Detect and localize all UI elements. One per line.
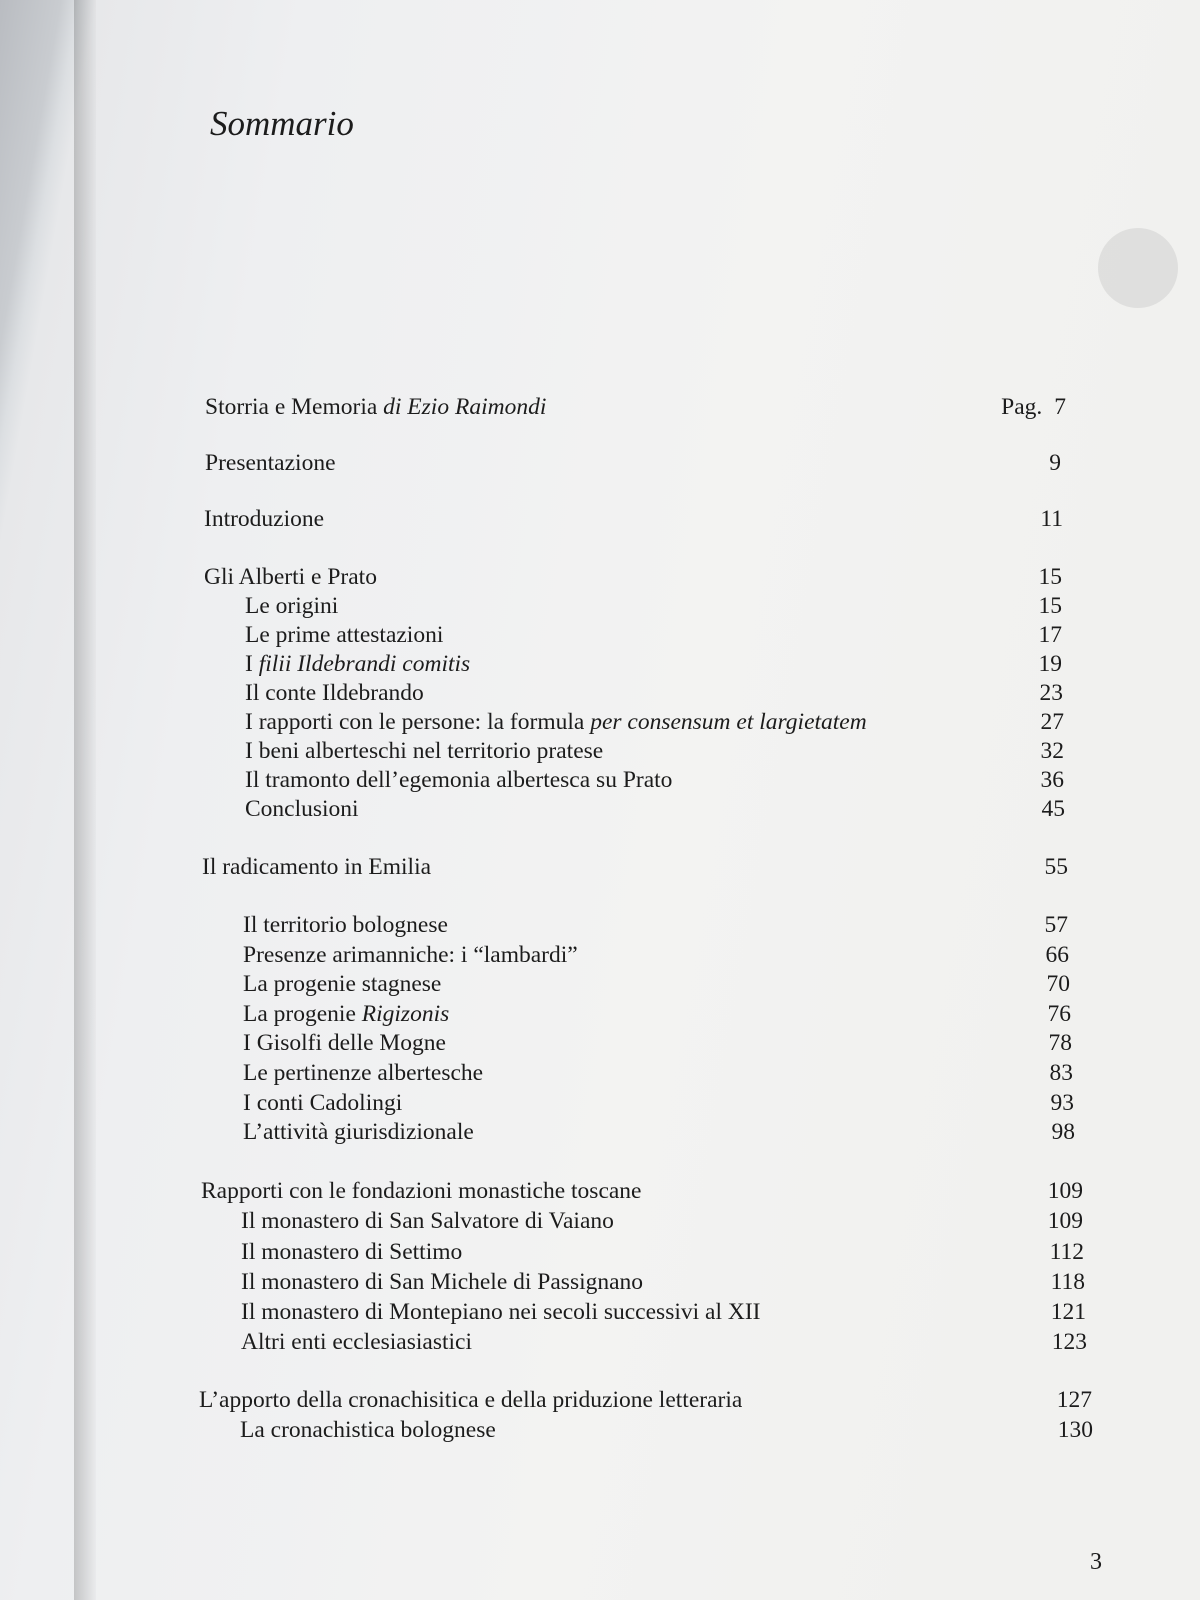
toc-entry-text: Rapporti con le fondazioni monastiche toscane — [201, 1178, 642, 1204]
toc-page-number: 32 — [1040, 738, 1064, 764]
toc-chapter-row — [199, 1385, 1092, 1415]
page-number: 3 — [1090, 1549, 1102, 1575]
toc-entry-page — [1040, 504, 1063, 534]
toc-entry-title — [241, 1297, 760, 1327]
toc-entry-text: Il radicamento in Emilia — [202, 854, 432, 880]
toc-entry-title — [243, 1058, 483, 1088]
toc-entry-title — [241, 1206, 614, 1236]
toc-entry-title — [204, 562, 377, 592]
toc-entry-title — [201, 1176, 642, 1206]
toc-entry-page — [1047, 969, 1071, 999]
toc-entry-text: Presenze arimanniche: i “lambardi” — [243, 942, 578, 968]
toc-entry-title — [245, 678, 424, 708]
toc-entry-page — [1049, 448, 1061, 478]
toc-page-number: 78 — [1048, 1030, 1072, 1056]
toc-entry-title — [202, 852, 431, 882]
toc-entry-text: I Gisolfi delle Mogne — [243, 1030, 446, 1056]
toc-section-row — [243, 940, 1069, 970]
toc-entry-text: Presentazione — [205, 450, 336, 476]
toc-page-number: 109 — [1047, 1208, 1083, 1234]
toc-entry-page — [1039, 620, 1063, 650]
toc-section-row — [245, 707, 1064, 737]
toc-entry-page — [1058, 1415, 1093, 1445]
toc-section-row — [245, 678, 1063, 708]
toc-chapter-row — [204, 504, 1063, 534]
toc-section-row — [241, 1327, 1087, 1357]
toc-page-number: 27 — [1040, 709, 1064, 735]
toc-section-row — [243, 999, 1071, 1029]
toc-section-row — [243, 1028, 1072, 1058]
toc-entry-page — [1040, 678, 1064, 708]
toc-page-number: 93 — [1050, 1090, 1074, 1116]
toc-entry-text: Il monastero di San Michele di Passignano — [241, 1269, 644, 1295]
toc-section-row — [243, 910, 1068, 940]
toc-entry-title — [245, 736, 603, 766]
toc-page-number: 11 — [1040, 506, 1063, 532]
toc-page-number: 70 — [1046, 971, 1070, 997]
toc-entry-text: Gli Alberti e Prato — [204, 564, 377, 590]
toc-entry-page — [1050, 1058, 1074, 1088]
toc-entry-text: I — [245, 651, 259, 677]
toc-page-number: 36 — [1040, 767, 1064, 793]
toc-entry-page — [1039, 649, 1063, 679]
toc-entry-page — [1049, 1028, 1073, 1058]
toc-page-number: 55 — [1044, 854, 1068, 880]
toc-entry-text: La progenie — [243, 1001, 362, 1027]
toc-section-row — [241, 1297, 1086, 1327]
toc-entry-page — [1001, 392, 1066, 422]
toc-entry-text: L’attività giurisdizionale — [243, 1119, 474, 1145]
toc-page-number: 17 — [1038, 622, 1062, 648]
toc-page-number: 66 — [1045, 942, 1069, 968]
toc-entry-text: La progenie stagnese — [243, 971, 442, 997]
toc-page-number: 123 — [1051, 1329, 1087, 1355]
toc-entry-title — [245, 620, 443, 650]
toc-page-number: 7 — [1054, 394, 1066, 420]
toc-section-row — [245, 765, 1064, 795]
toc-entry-title — [245, 591, 338, 621]
toc-entry-italic-text: per consensum et largietatem — [590, 709, 867, 735]
toc-entry-text: Il tramonto dell’egemonia albertesca su Prato — [245, 767, 673, 793]
toc-entry-page — [1048, 999, 1072, 1029]
toc-section-row — [243, 969, 1070, 999]
toc-section-row — [245, 794, 1065, 824]
toc-entry-text: Il conte Ildebrando — [245, 680, 424, 706]
toc-section-row — [241, 1267, 1085, 1297]
toc-entry-page — [1052, 1327, 1087, 1357]
toc-entry-text: Introduzione — [204, 506, 325, 532]
toc-entry-text: Le origini — [245, 593, 339, 619]
toc-page-number: 15 — [1038, 564, 1062, 590]
toc-entry-text: Le prime attestazioni — [245, 622, 444, 648]
toc-entry-title — [243, 999, 449, 1029]
toc-entry-text: Il monastero di San Salvatore di Vaiano — [241, 1208, 614, 1234]
toc-entry-page — [1046, 940, 1070, 970]
toc-page-number: 19 — [1038, 651, 1062, 677]
toc-entry-text: I conti Cadolingi — [243, 1090, 403, 1116]
toc-entry-italic-text: di Ezio Raimondi — [383, 394, 547, 420]
toc-entry-text: Il territorio bolognese — [243, 912, 448, 938]
toc-entry-title — [241, 1237, 462, 1267]
toc-entry-title — [205, 392, 546, 422]
toc-entry-title — [243, 1088, 402, 1118]
toc-entry-text: Il monastero di Settimo — [241, 1239, 463, 1265]
toc-entry-title — [245, 794, 359, 824]
toc-entry-title — [241, 1327, 472, 1357]
toc-entry-text: Il monastero di Montepiano nei secoli successivi al XII — [241, 1299, 761, 1325]
toc-page-number: 23 — [1039, 680, 1063, 706]
toc-entry-title — [245, 649, 470, 679]
toc-entry-title — [241, 1267, 643, 1297]
toc-page-number: 112 — [1049, 1239, 1084, 1265]
toc-entry-title — [243, 940, 578, 970]
toc-entry-page — [1051, 1088, 1075, 1118]
toc-entry-title — [243, 1028, 446, 1058]
toc-section-row — [245, 736, 1064, 766]
toc-entry-text: La cronachistica bolognese — [240, 1417, 496, 1443]
toc-entry-text: Le pertinenze albertesche — [243, 1060, 484, 1086]
toc-entry-page — [1051, 1267, 1085, 1297]
toc-page-number: 57 — [1044, 912, 1068, 938]
toc-entry-text: Storria e Memoria — [205, 394, 384, 420]
toc-entry-page — [1042, 794, 1066, 824]
toc-section-row — [241, 1237, 1084, 1267]
toc-entry-title — [245, 765, 672, 795]
toc-section-row — [245, 649, 1062, 679]
toc-entry-text: Altri enti ecclesiasiastici — [241, 1329, 472, 1355]
toc-section-row — [245, 591, 1062, 621]
toc-entry-page — [1041, 765, 1065, 795]
toc-entry-text: I beni alberteschi nel territorio pratese — [245, 738, 604, 764]
toc-page-number: 127 — [1056, 1387, 1092, 1413]
pag-label: Pag. — [1001, 394, 1043, 420]
toc-page-number: 76 — [1047, 1001, 1071, 1027]
toc-entry-page — [1045, 852, 1069, 882]
toc-entry-title — [205, 448, 336, 478]
toc-entry-title — [243, 1117, 474, 1147]
toc-section-row — [240, 1415, 1093, 1445]
toc-chapter-row — [205, 392, 1066, 422]
toc-entry-title — [243, 910, 448, 940]
toc-section-row — [245, 620, 1062, 650]
toc-entry-page — [1050, 1237, 1084, 1267]
toc-page-number: 83 — [1049, 1060, 1073, 1086]
toc-page-number: 121 — [1050, 1299, 1086, 1325]
toc-entry-page — [1041, 736, 1065, 766]
toc-entry-page — [1039, 562, 1063, 592]
toc-page-number: 15 — [1038, 593, 1062, 619]
toc-page-number: 118 — [1050, 1269, 1085, 1295]
toc-entry-page — [1048, 1176, 1083, 1206]
toc-entry-page — [1041, 707, 1065, 737]
toc-page-number: 98 — [1051, 1119, 1075, 1145]
toc-section-row — [243, 1088, 1074, 1118]
page-title: Sommario — [210, 104, 354, 143]
toc-chapter-row — [204, 562, 1062, 592]
toc-page-number: 45 — [1041, 796, 1065, 822]
toc-entry-title — [240, 1415, 496, 1445]
toc-entry-text: I rapporti con le persone: la formula — [245, 709, 591, 735]
toc-entry-title — [245, 707, 867, 737]
toc-chapter-row — [205, 448, 1061, 478]
toc-entry-page — [1057, 1385, 1092, 1415]
toc-chapter-row — [201, 1176, 1083, 1206]
toc-entry-page — [1051, 1297, 1086, 1327]
toc-entry-title — [243, 969, 441, 999]
toc-page-number: 9 — [1049, 450, 1061, 476]
toc-chapter-row — [202, 852, 1068, 882]
toc-entry-title — [204, 504, 324, 534]
toc-entry-page — [1045, 910, 1069, 940]
toc-entry-page — [1052, 1117, 1076, 1147]
toc-page-number: 130 — [1057, 1417, 1093, 1443]
toc-entry-text: Conclusioni — [245, 796, 359, 822]
toc-page-number: 109 — [1047, 1178, 1083, 1204]
toc-section-row — [243, 1117, 1075, 1147]
toc-section-row — [241, 1206, 1083, 1236]
toc-entry-title — [199, 1385, 742, 1415]
toc-entry-text: L’apporto della cronachisitica e della priduzione letteraria — [199, 1387, 743, 1413]
toc-entry-italic-text: filii Ildebrandi comitis — [258, 651, 471, 677]
toc-entry-page — [1048, 1206, 1083, 1236]
toc-entry-page — [1039, 591, 1063, 621]
toc-entry-italic-text: Rigizonis — [361, 1001, 450, 1027]
toc-section-row — [243, 1058, 1073, 1088]
